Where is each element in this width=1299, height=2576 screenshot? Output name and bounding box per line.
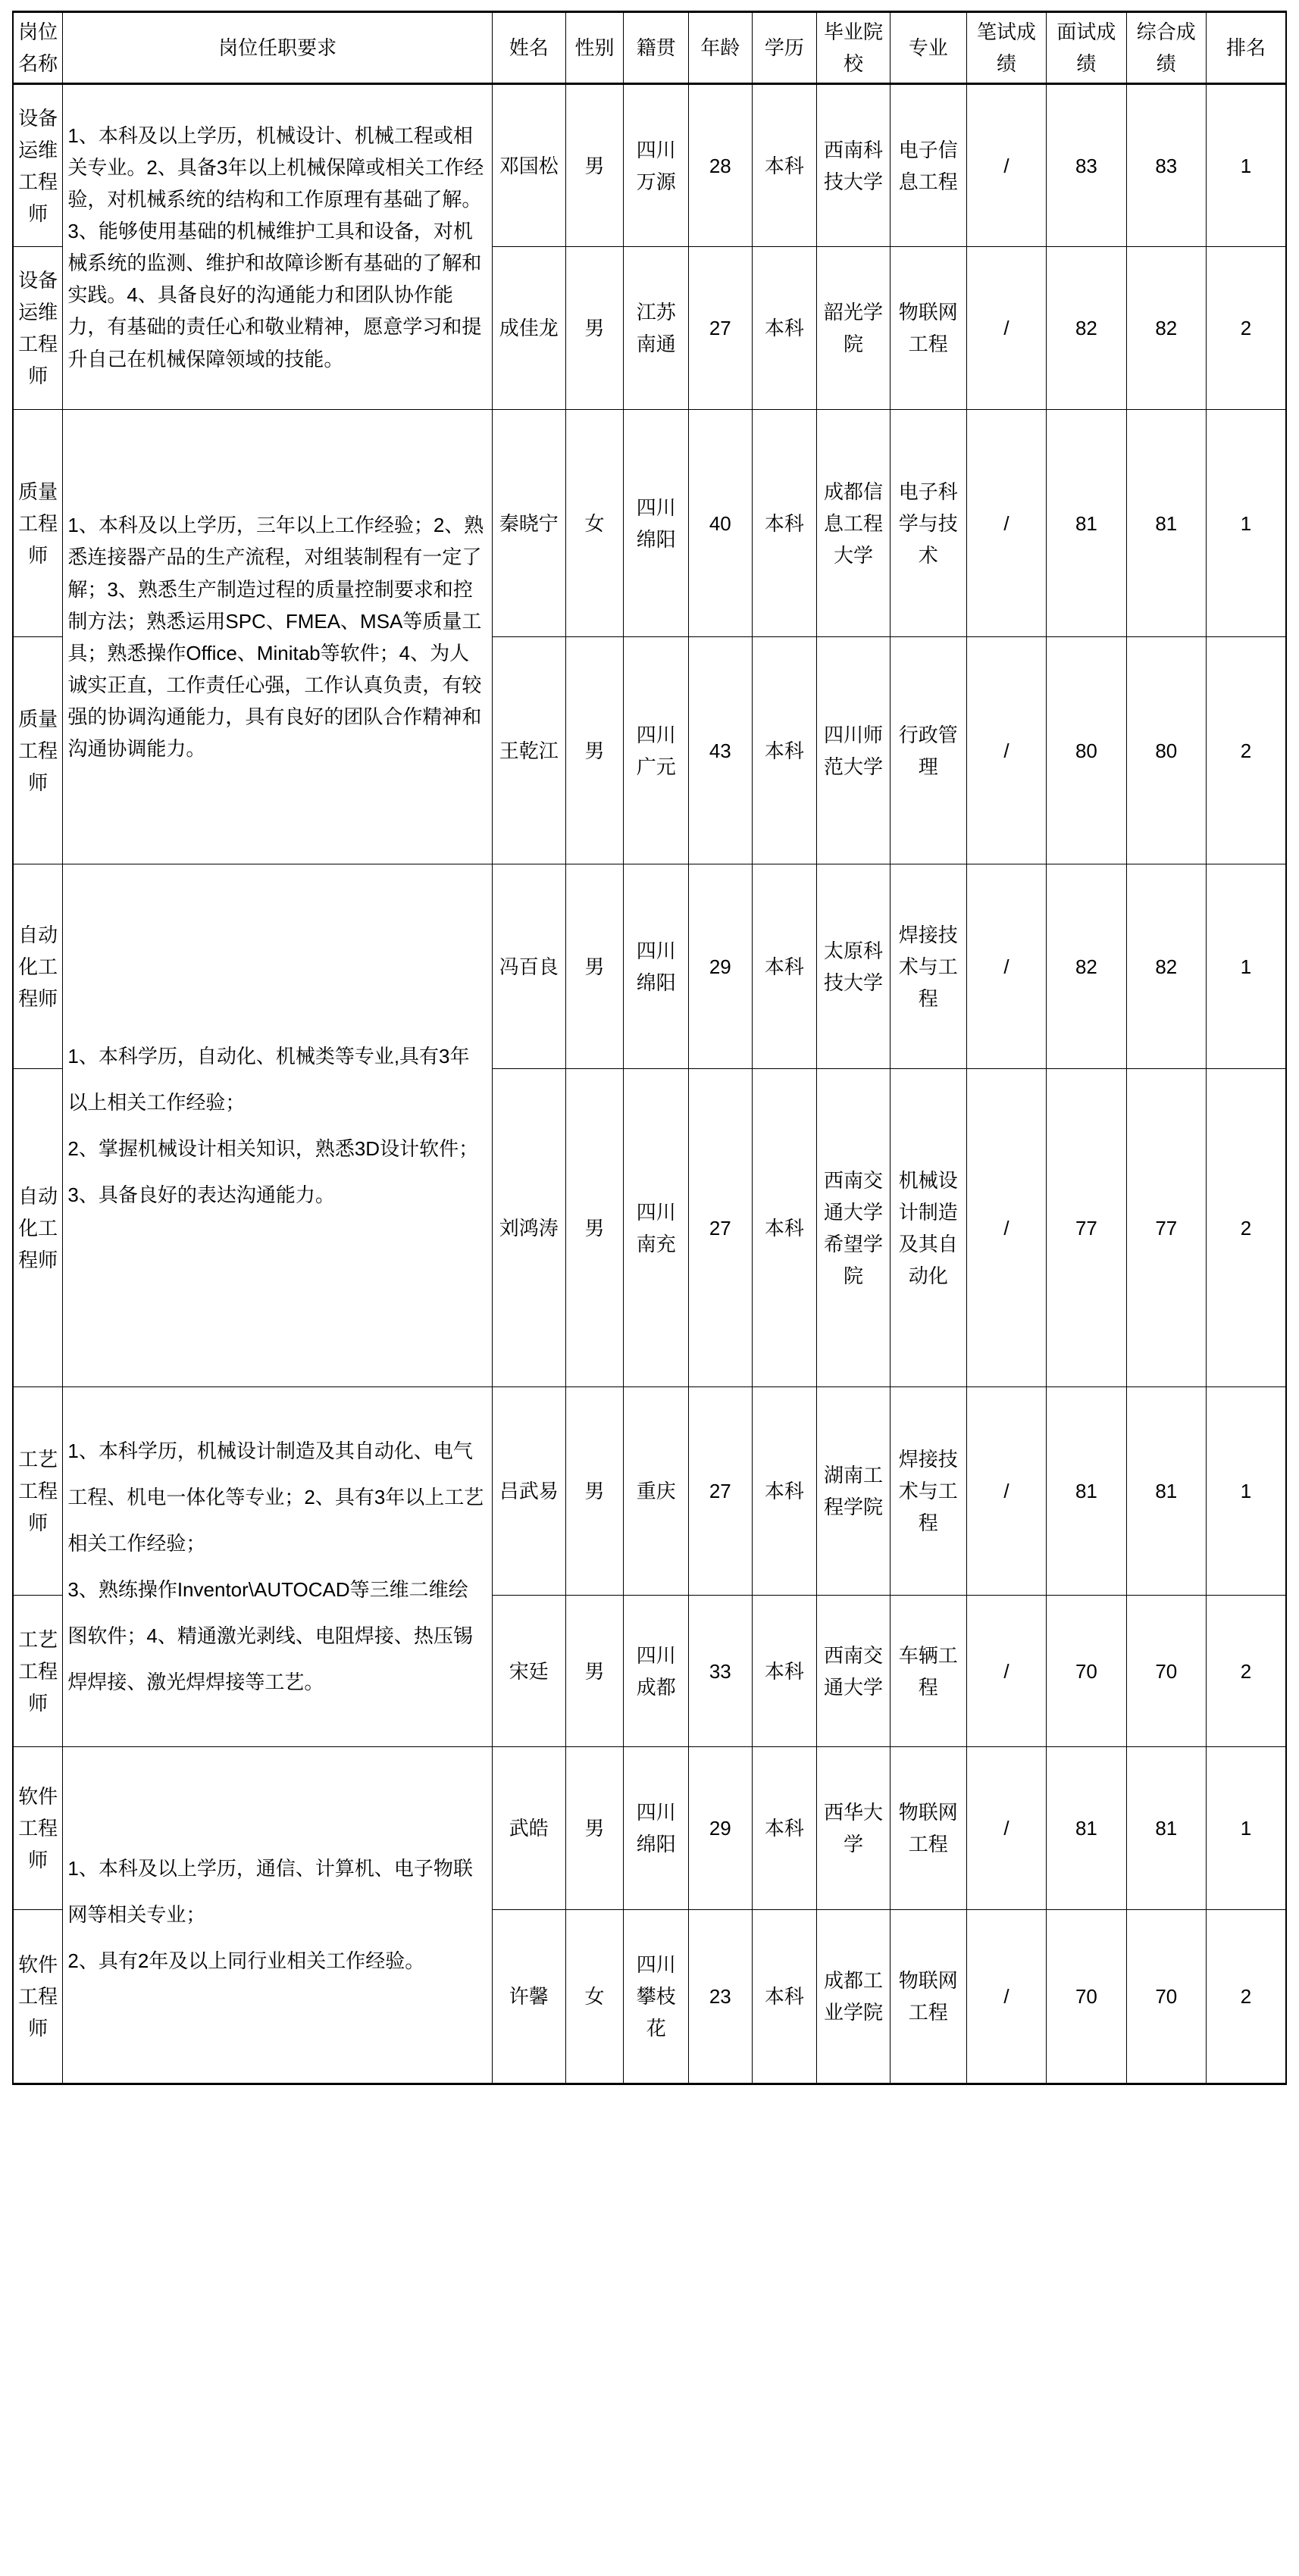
cell-written-score: / [966,1069,1046,1387]
cell-school: 西南科技大学 [817,84,891,247]
cell-origin: 四川万源 [624,84,689,247]
table-row [13,410,1286,637]
cell-interview-score: 81 [1047,1387,1126,1596]
cell-education: 本科 [752,1387,817,1596]
cell-post-name: 设备运维工程师 [13,247,63,410]
cell-candidate-name: 秦晓宁 [492,410,565,637]
cell-post-name: 自动化工程师 [13,864,63,1069]
cell-post-name: 质量工程师 [13,410,63,637]
cell-candidate-name: 武皓 [492,1747,565,1910]
cell-post-requirements: 1、本科及以上学历，三年以上工作经验；2、熟悉连接器产品的生产流程，对组装制程有一定了解；3、熟悉生产制造过程的质量控制要求和控制方法；熟悉运用SPC、FMEA、MSA等质量工具；熟悉操作Office、Minitab等软件；4、为人诚实正直，工作责任心强，工作认真负责，有较强的协调沟通能力，具有良好的团队合作精神和沟通协调能力。 [63,410,493,864]
cell-origin: 四川绵阳 [624,410,689,637]
cell-interview-score: 83 [1047,84,1126,247]
cell-candidate-name: 王乾江 [492,637,565,864]
cell-candidate-name: 邓国松 [492,84,565,247]
column-header-requirements: 岗位任职要求 [63,12,493,84]
cell-written-score: / [966,1747,1046,1910]
cell-post-name: 软件工程师 [13,1747,63,1910]
cell-education: 本科 [752,637,817,864]
cell-post-name: 设备运维工程师 [13,84,63,247]
cell-gender: 女 [565,410,624,637]
cell-major: 电子科学与技术 [890,410,966,637]
cell-school: 韶光学院 [817,247,891,410]
cell-interview-score: 70 [1047,1910,1126,2084]
cell-school: 成都信息工程大学 [817,410,891,637]
cell-post-name: 软件工程师 [13,1910,63,2084]
cell-age: 27 [689,1387,752,1596]
cell-candidate-name: 成佳龙 [492,247,565,410]
cell-education: 本科 [752,864,817,1069]
cell-origin: 四川广元 [624,637,689,864]
cell-candidate-name: 宋廷 [492,1596,565,1747]
cell-origin: 江苏南通 [624,247,689,410]
cell-age: 29 [689,864,752,1069]
cell-major: 物联网工程 [890,1747,966,1910]
cell-gender: 女 [565,1910,624,2084]
cell-education: 本科 [752,410,817,637]
cell-age: 43 [689,637,752,864]
cell-written-score: / [966,864,1046,1069]
header-row [13,12,1286,84]
cell-school: 成都工业学院 [817,1910,891,2084]
cell-written-score: / [966,410,1046,637]
cell-major: 车辆工程 [890,1596,966,1747]
table-row [13,1387,1286,1596]
cell-overall-score: 82 [1126,864,1206,1069]
cell-major: 物联网工程 [890,1910,966,2084]
cell-written-score: / [966,1387,1046,1596]
cell-major: 焊接技术与工程 [890,864,966,1069]
cell-major: 机械设计制造及其自动化 [890,1069,966,1387]
cell-age: 27 [689,1069,752,1387]
cell-education: 本科 [752,1596,817,1747]
table-row [13,84,1286,247]
cell-overall-score: 81 [1126,410,1206,637]
cell-interview-score: 81 [1047,1747,1126,1910]
cell-education: 本科 [752,1910,817,2084]
cell-rank: 1 [1207,864,1286,1069]
cell-post-requirements: 1、本科及以上学历，通信、计算机、电子物联网等相关专业； 2、具有2年及以上同行业相关工作经验。 [63,1747,493,2084]
cell-interview-score: 70 [1047,1596,1126,1747]
cell-origin: 重庆 [624,1387,689,1596]
cell-interview-score: 82 [1047,247,1126,410]
cell-overall-score: 81 [1126,1387,1206,1596]
cell-rank: 2 [1207,637,1286,864]
cell-major: 行政管理 [890,637,966,864]
cell-origin: 四川成都 [624,1596,689,1747]
column-header-education: 学历 [752,12,817,84]
cell-gender: 男 [565,1747,624,1910]
cell-post-requirements: 1、本科及以上学历，机械设计、机械工程或相关专业。2、具备3年以上机械保障或相关工作经验，对机械系统的结构和工作原理有基础了解。3、能够使用基础的机械维护工具和设备，对机械系统的监测、维护和故障诊断有基础的了解和实践。4、具备良好的沟通能力和团队协作能力，有基础的责任心和敬业精神，愿意学习和提升自己在机械保障领域的技能。 [63,84,493,410]
column-header-post-name: 岗位名称 [13,12,63,84]
cell-major: 电子信息工程 [890,84,966,247]
cell-written-score: / [966,247,1046,410]
cell-gender: 男 [565,864,624,1069]
cell-school: 四川师范大学 [817,637,891,864]
cell-gender: 男 [565,1596,624,1747]
cell-overall-score: 70 [1126,1596,1206,1747]
cell-post-name: 工艺工程师 [13,1387,63,1596]
cell-education: 本科 [752,247,817,410]
column-header-school: 毕业院校 [817,12,891,84]
cell-interview-score: 77 [1047,1069,1126,1387]
column-header-origin: 籍贯 [624,12,689,84]
cell-age: 27 [689,247,752,410]
cell-rank: 1 [1207,1747,1286,1910]
cell-age: 23 [689,1910,752,2084]
cell-rank: 2 [1207,1596,1286,1747]
table-row [13,1747,1286,1910]
cell-school: 西华大学 [817,1747,891,1910]
cell-post-name: 工艺工程师 [13,1596,63,1747]
cell-origin: 四川绵阳 [624,864,689,1069]
cell-education: 本科 [752,1747,817,1910]
column-header-major: 专业 [890,12,966,84]
column-header-interview-score: 面试成绩 [1047,12,1126,84]
cell-overall-score: 81 [1126,1747,1206,1910]
cell-origin: 四川南充 [624,1069,689,1387]
cell-written-score: / [966,84,1046,247]
cell-rank: 1 [1207,84,1286,247]
cell-major: 物联网工程 [890,247,966,410]
cell-overall-score: 83 [1126,84,1206,247]
cell-candidate-name: 吕武易 [492,1387,565,1596]
cell-gender: 男 [565,1069,624,1387]
table-row [13,864,1286,1069]
cell-origin: 四川绵阳 [624,1747,689,1910]
cell-written-score: / [966,1596,1046,1747]
cell-rank: 1 [1207,1387,1286,1596]
cell-major: 焊接技术与工程 [890,1387,966,1596]
cell-gender: 男 [565,637,624,864]
cell-age: 28 [689,84,752,247]
cell-age: 40 [689,410,752,637]
recruitment-results-table [12,11,1287,2085]
cell-interview-score: 81 [1047,410,1126,637]
column-header-name: 姓名 [492,12,565,84]
cell-overall-score: 70 [1126,1910,1206,2084]
cell-rank: 2 [1207,1069,1286,1387]
cell-school: 西南交通大学希望学院 [817,1069,891,1387]
cell-rank: 2 [1207,247,1286,410]
column-header-rank: 排名 [1207,12,1286,84]
cell-post-requirements: 1、本科学历，自动化、机械类等专业,具有3年以上相关工作经验； 2、掌握机械设计相关知识，熟悉3D设计软件； 3、具备良好的表达沟通能力。 [63,864,493,1387]
cell-candidate-name: 冯百良 [492,864,565,1069]
cell-candidate-name: 刘鸿涛 [492,1069,565,1387]
cell-interview-score: 82 [1047,864,1126,1069]
cell-education: 本科 [752,84,817,247]
cell-rank: 2 [1207,1910,1286,2084]
cell-age: 33 [689,1596,752,1747]
cell-written-score: / [966,637,1046,864]
cell-school: 太原科技大学 [817,864,891,1069]
cell-rank: 1 [1207,410,1286,637]
cell-post-name: 自动化工程师 [13,1069,63,1387]
cell-overall-score: 77 [1126,1069,1206,1387]
column-header-gender: 性别 [565,12,624,84]
cell-post-requirements: 1、本科学历，机械设计制造及其自动化、电气工程、机电一体化等专业；2、具有3年以上工艺相关工作经验； 3、熟练操作Inventor\AUTOCAD等三维二维绘图软件；4、精通激光剥线、电阻焊接、热压锡焊焊接、激光焊焊接等工艺。 [63,1387,493,1747]
cell-gender: 男 [565,247,624,410]
cell-overall-score: 82 [1126,247,1206,410]
cell-overall-score: 80 [1126,637,1206,864]
cell-candidate-name: 许馨 [492,1910,565,2084]
column-header-age: 年龄 [689,12,752,84]
cell-school: 西南交通大学 [817,1596,891,1747]
column-header-overall-score: 综合成绩 [1126,12,1206,84]
cell-written-score: / [966,1910,1046,2084]
cell-interview-score: 80 [1047,637,1126,864]
table-header [13,12,1286,84]
column-header-written-score: 笔试成绩 [966,12,1046,84]
cell-origin: 四川攀枝花 [624,1910,689,2084]
cell-post-name: 质量工程师 [13,637,63,864]
cell-gender: 男 [565,84,624,247]
cell-age: 29 [689,1747,752,1910]
cell-education: 本科 [752,1069,817,1387]
cell-school: 湖南工程学院 [817,1387,891,1596]
table-body [13,84,1286,2084]
cell-gender: 男 [565,1387,624,1596]
